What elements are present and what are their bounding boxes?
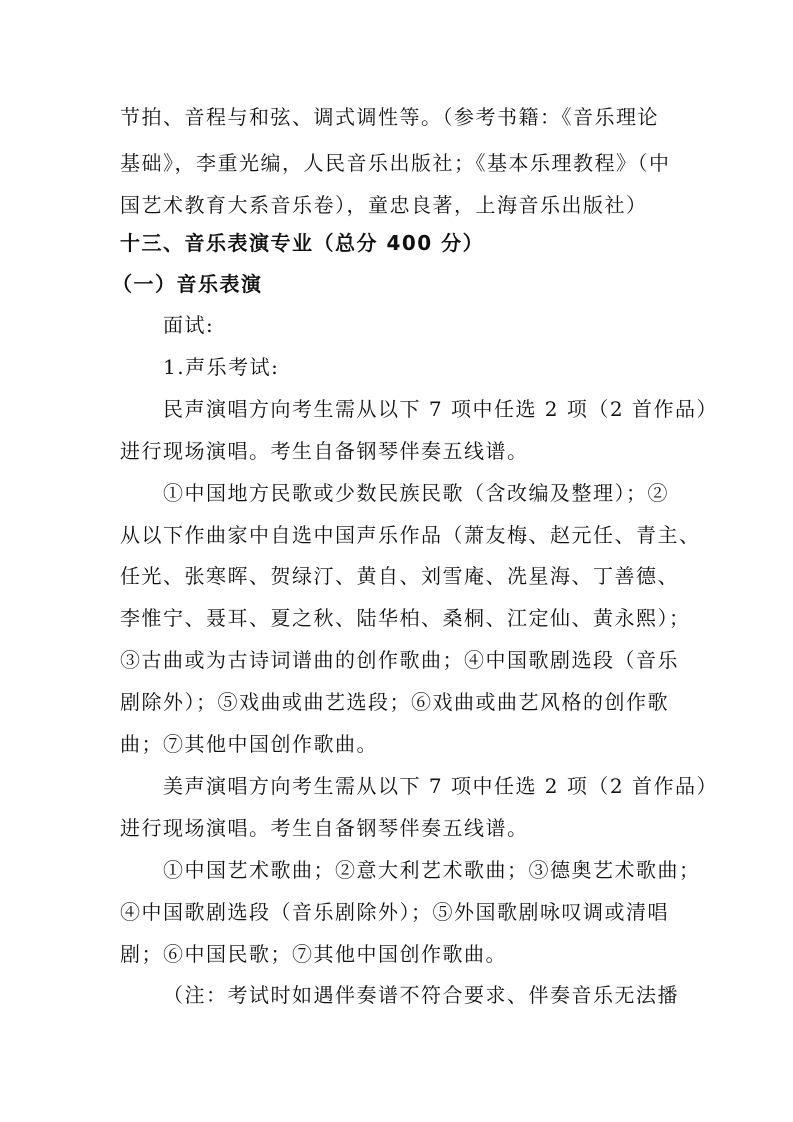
text-line: 任光、张寒晖、贺绿汀、黄自、刘雪庵、冼星海、丁善德、 bbox=[120, 564, 679, 588]
text-line: 民声演唱方向考生需从以下 7 项中任选 2 项（2 首作品） bbox=[163, 397, 718, 421]
text-line: ③古曲或为古诗词谱曲的创作歌曲；④中国歌剧选段（音乐 bbox=[120, 648, 679, 672]
text-line: 国艺术教育大系音乐卷），童忠良著，上海音乐出版社） bbox=[120, 193, 648, 217]
text-line: 进行现场演唱。考生自备钢琴伴奏五线谱。 bbox=[120, 439, 529, 463]
text-line: 进行现场演唱。考生自备钢琴伴奏五线谱。 bbox=[120, 816, 529, 840]
text-line: ①中国艺术歌曲；②意大利艺术歌曲；③德奥艺术歌曲； bbox=[163, 858, 701, 882]
text-line: 基础》，李重光编，人民音乐出版社；《基本乐理教程》（中 bbox=[120, 151, 671, 175]
text-line: ④中国歌剧选段（音乐剧除外）；⑤外国歌剧咏叹调或清唱 bbox=[120, 900, 669, 924]
text-line: （注：考试时如遇伴奏谱不符合要求、伴奏音乐无法播 bbox=[163, 983, 679, 1007]
text-line: 面试: bbox=[163, 313, 215, 337]
text-line: 从以下作曲家中自选中国声乐作品（萧友梅、赵元任、青主、 bbox=[120, 523, 701, 547]
text-line: ①中国地方民歌或少数民族民歌（含改编及整理）；② bbox=[163, 481, 669, 505]
subsection-heading: （一）音乐表演 bbox=[112, 272, 263, 296]
text-line: 美声演唱方向考生需从以下 7 项中任选 2 项（2 首作品） bbox=[163, 774, 718, 798]
text-line: 剧除外）；⑤戏曲或曲艺选段；⑥戏曲或曲艺风格的创作歌 bbox=[120, 690, 669, 714]
text-line: 李惟宁、聂耳、夏之秋、陆华柏、桑桐、江定仙、黄永熙）； bbox=[120, 606, 691, 630]
text-line: 剧；⑥中国民歌；⑦其他中国创作歌曲。 bbox=[120, 942, 507, 966]
section-heading: 十三、音乐表演专业（总分 400 分） bbox=[120, 231, 485, 255]
text-line: 曲；⑦其他中国创作歌曲。 bbox=[120, 732, 378, 756]
text-line: 节拍、音程与和弦、调式调性等。（参考书籍：《音乐理论 bbox=[120, 105, 659, 129]
text-line: 1.声乐考试: bbox=[163, 355, 280, 379]
